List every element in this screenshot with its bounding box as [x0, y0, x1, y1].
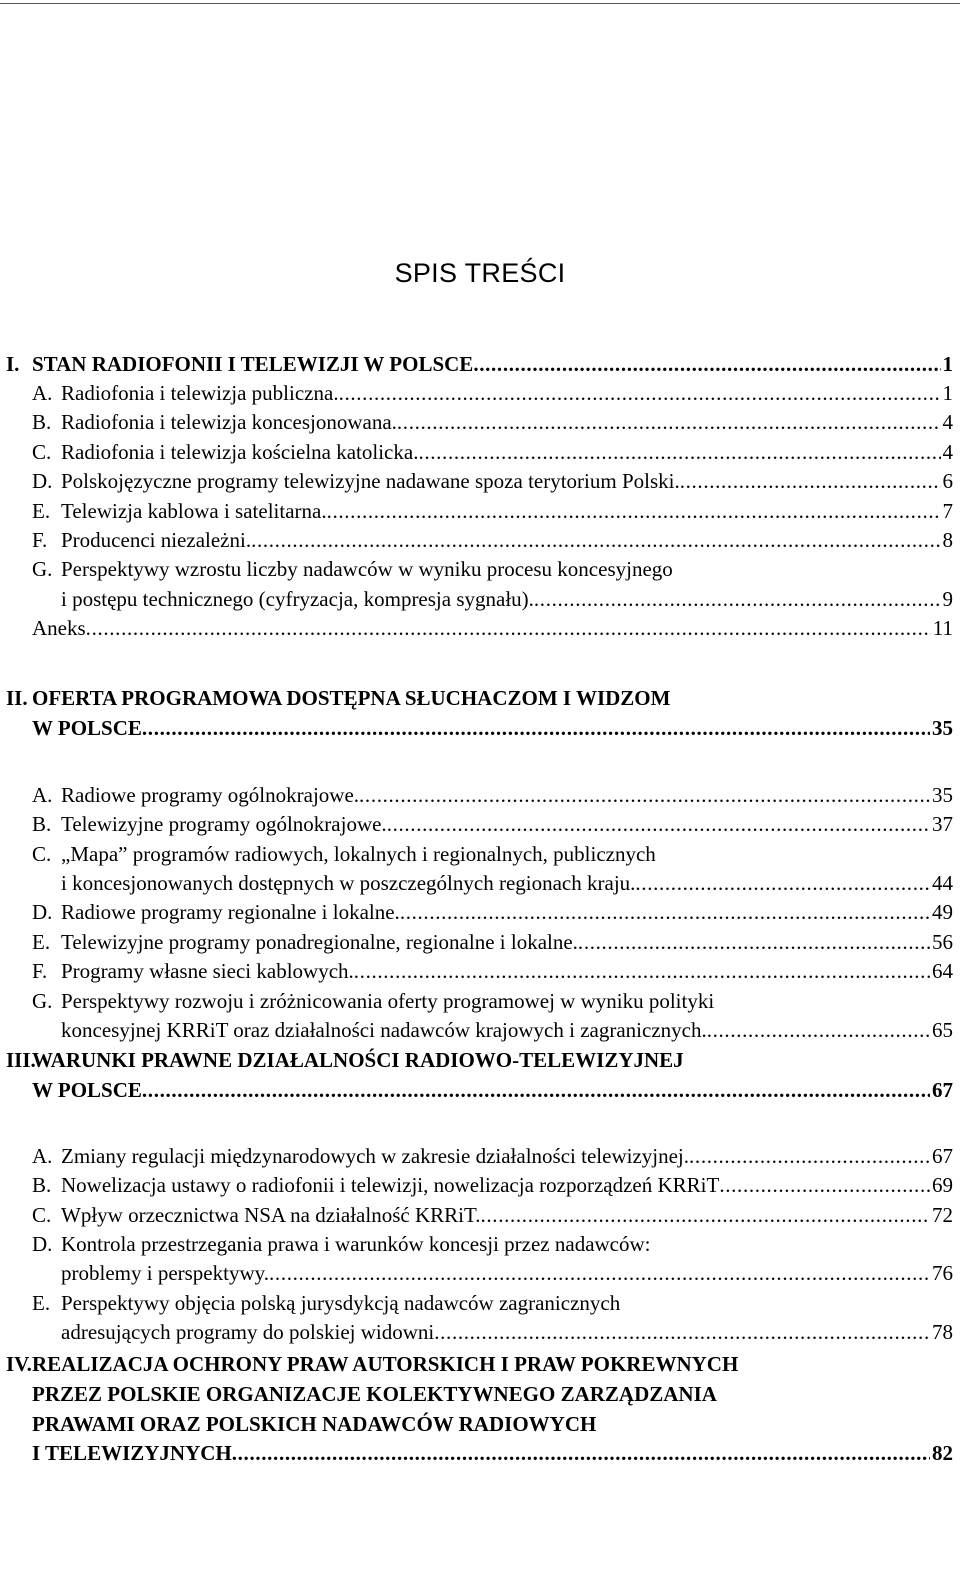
page-number: 56: [932, 929, 953, 954]
page-number: 76: [932, 1261, 953, 1286]
toc-item-text: „Mapa” programów radiowych, lokalnych i regionalnych, publicznych: [61, 841, 656, 866]
toc-item-line[interactable]: [32, 987, 953, 1015]
toc-item-line[interactable]: [32, 957, 953, 985]
page-number: 35: [932, 715, 953, 740]
page-number: 4: [942, 410, 953, 435]
section-heading-line[interactable]: [6, 1046, 953, 1074]
toc-item-text: problemy i perspektywy.: [61, 1261, 270, 1286]
toc-item-marker: D.: [32, 469, 53, 494]
page-number: 65: [932, 1018, 953, 1042]
section-heading-text: PRZEZ POLSKIE ORGANIZACJE KOLEKTYWNEGO ZARZĄDZANIA: [32, 1381, 717, 1406]
toc-item-line[interactable]: [32, 1142, 953, 1170]
dot-leader: [680, 467, 941, 495]
toc-item-text: Perspektywy wzrostu liczby nadawców w wyniku procesu koncesyjnego: [61, 557, 673, 582]
toc-item-line[interactable]: [32, 379, 953, 407]
page-number: 7: [942, 498, 953, 523]
section-heading-text: PRAWAMI ORAZ POLSKICH NADAWCÓW RADIOWYCH: [32, 1411, 597, 1436]
toc-item-marker: C.: [32, 841, 52, 866]
toc-item-line[interactable]: [32, 497, 953, 525]
section-heading-line[interactable]: [6, 1076, 953, 1104]
toc-item-marker: D.: [32, 900, 53, 925]
page-number: 1: [942, 352, 953, 376]
dot-leader: [339, 379, 941, 407]
toc-item-line[interactable]: [32, 840, 953, 868]
top-rule: [0, 3, 960, 4]
page-number: 37: [932, 812, 953, 837]
toc-item-text: Telewizja kablowa i satelitarna.: [61, 498, 327, 523]
toc-item-text: Producenci niezależni.: [61, 528, 252, 552]
page-number: 69: [932, 1173, 953, 1198]
toc-item-line[interactable]: [32, 438, 953, 466]
toc-item-marker: A.: [32, 1143, 53, 1168]
section-heading-line[interactable]: [6, 684, 953, 712]
toc-item-line[interactable]: [32, 1201, 953, 1229]
toc-item-marker: E.: [32, 929, 51, 954]
toc-item-marker: E.: [32, 498, 51, 523]
toc-item-line[interactable]: [32, 1016, 953, 1044]
toc-item-text: Radiofonia i telewizja kościelna katolicka.: [61, 439, 419, 464]
toc-item-line[interactable]: [32, 928, 953, 956]
toc-item-line[interactable]: [32, 869, 953, 897]
dot-leader: [707, 1016, 930, 1044]
toc-item-marker: A.: [32, 381, 53, 405]
dot-leader: [719, 1171, 930, 1199]
page-number: 35: [932, 782, 953, 807]
dot-leader: [578, 928, 930, 956]
section-heading-marker: II.: [6, 686, 28, 710]
toc-item-marker: G.: [32, 557, 53, 582]
dot-leader: [359, 781, 930, 809]
toc-item-text: Polskojęzyczne programy telewizyjne nadawane spoza terytorium Polski.: [61, 469, 680, 494]
section-heading-marker: IV.: [6, 1352, 32, 1376]
toc-item-marker: C.: [32, 1202, 52, 1227]
toc-item-text: Telewizyjne programy ogólnokrajowe.: [61, 812, 387, 837]
toc-item-marker: G.: [32, 988, 53, 1013]
dot-leader: [635, 869, 930, 897]
page-number: 64: [932, 959, 953, 984]
toc-item-marker: D.: [32, 1232, 53, 1256]
section-heading-line[interactable]: [6, 1439, 953, 1467]
dot-leader: [142, 714, 930, 742]
section-heading-marker: I.: [6, 352, 20, 376]
dot-leader: [434, 1318, 930, 1346]
toc-item-text: Aneks: [32, 616, 86, 641]
toc-item-text: Telewizyjne programy ponadregionalne, regionalne i lokalne.: [61, 929, 578, 954]
section-heading-text: W POLSCE: [32, 1077, 142, 1102]
toc-item-text: Radiowe programy regionalne i lokalne.: [61, 900, 400, 925]
toc-item-text: Wpływ orzecznictwa NSA na działalność KRRiT.: [61, 1202, 481, 1227]
dot-leader: [269, 1259, 930, 1287]
dot-leader: [251, 526, 940, 554]
toc-item-text: i postępu technicznego (cyfryzacja, kompresja sygnału).: [61, 586, 534, 611]
dot-leader: [232, 1439, 930, 1467]
toc-item-text: Radiofonia i telewizja publiczna.: [61, 381, 339, 405]
dot-leader: [327, 497, 941, 525]
toc-item-text: Perspektywy rozwoju i zróżnicowania oferty programowej w wyniku polityki: [61, 988, 715, 1013]
dot-leader: [86, 614, 931, 642]
toc-item-text: i koncesjonowanych dostępnych w poszczególnych regionach kraju.: [61, 871, 636, 895]
section-heading-marker: III.: [6, 1048, 36, 1072]
toc-item-line[interactable]: [32, 1171, 953, 1199]
dot-leader: [473, 350, 940, 378]
page-number: 4: [942, 439, 953, 464]
toc-item-line[interactable]: [32, 526, 953, 554]
section-heading-line[interactable]: [6, 350, 953, 378]
dot-leader: [354, 957, 930, 985]
page-number: 1: [942, 381, 953, 405]
toc-item-text: koncesyjnej KRRiT oraz działalności nadawców krajowych i zagranicznych.: [61, 1018, 707, 1042]
dot-leader: [142, 1076, 930, 1104]
dot-leader: [534, 585, 941, 613]
page-number: 11: [932, 616, 953, 641]
toc-item-line[interactable]: [32, 408, 953, 436]
page-number: 8: [942, 528, 953, 552]
toc-item-line[interactable]: [32, 810, 953, 838]
dot-leader: [481, 1201, 931, 1229]
toc-item-marker: B.: [32, 1173, 52, 1198]
toc-item-marker: B.: [32, 812, 52, 837]
toc-item-text: Kontrola przestrzegania prawa i warunków koncesji przez nadawców:: [61, 1232, 651, 1256]
dot-leader: [689, 1142, 930, 1170]
dot-leader: [387, 810, 930, 838]
section-heading-line[interactable]: [6, 1410, 953, 1438]
toc-item-text: Radiofonia i telewizja koncesjonowana.: [61, 410, 397, 435]
toc-item-text: adresujących programy do polskiej widowni: [61, 1320, 435, 1345]
section-heading-text: W POLSCE: [32, 715, 142, 740]
section-heading-text: OFERTA PROGRAMOWA DOSTĘPNA SŁUCHACZOM I WIDZOM: [32, 686, 671, 710]
page-title: SPIS TREŚCI: [394, 258, 566, 288]
toc-item-line[interactable]: [32, 1289, 953, 1317]
page-number: 6: [942, 469, 953, 494]
section-heading-line[interactable]: [6, 1380, 953, 1408]
page-number: 49: [932, 900, 953, 925]
toc-item-text: Nowelizacja ustawy o radiofonii i telewizji, nowelizacja rozporządzeń KRRiT: [61, 1173, 720, 1198]
toc-item-marker: A.: [32, 782, 53, 807]
dot-leader: [397, 408, 941, 436]
page-number: 44: [932, 871, 953, 895]
toc-item-marker: B.: [32, 410, 52, 435]
page-number: 67: [932, 1143, 953, 1168]
dot-leader: [418, 438, 940, 466]
toc-item-line[interactable]: [32, 898, 953, 926]
toc-item-text: Zmiany regulacji międzynarodowych w zakresie działalności telewizyjnej.: [61, 1143, 690, 1168]
page-number: 82: [932, 1441, 953, 1466]
dot-leader: [400, 898, 930, 926]
toc-item-text: Programy własne sieci kablowych.: [61, 959, 354, 984]
section-heading-text: STAN RADIOFONII I TELEWIZJI W POLSCE: [32, 352, 474, 376]
toc-item-marker: C.: [32, 439, 52, 464]
section-heading-text: I TELEWIZYJNYCH: [32, 1441, 232, 1466]
toc-item-line[interactable]: [32, 555, 953, 583]
toc-item-marker: F.: [32, 528, 48, 552]
section-heading-text: REALIZACJA OCHRONY PRAW AUTORSKICH I PRAW POKREWNYCH: [32, 1352, 739, 1376]
page-number: 9: [942, 586, 953, 611]
toc-item-line[interactable]: [32, 614, 953, 642]
toc-item-marker: E.: [32, 1290, 51, 1315]
toc-item-line[interactable]: [32, 467, 953, 495]
section-heading-text: WARUNKI PRAWNE DZIAŁALNOŚCI RADIOWO-TELEWIZYJNEJ: [32, 1048, 684, 1072]
toc-item-line[interactable]: [32, 1230, 953, 1258]
page-number: 72: [932, 1202, 953, 1227]
page-number: 78: [932, 1320, 953, 1345]
toc-item-line[interactable]: [32, 1318, 953, 1346]
toc-item-text: Perspektywy objęcia polską jurysdykcją nadawców zagranicznych: [61, 1290, 621, 1315]
section-heading-line[interactable]: [6, 1350, 953, 1378]
section-heading-line[interactable]: [6, 714, 953, 742]
toc-item-line[interactable]: [32, 781, 953, 809]
page-number: 67: [932, 1077, 953, 1102]
toc-item-text: Radiowe programy ogólnokrajowe.: [61, 782, 360, 807]
toc-item-line[interactable]: [32, 1259, 953, 1287]
toc-item-marker: F.: [32, 959, 48, 984]
toc-item-line[interactable]: [32, 585, 953, 613]
